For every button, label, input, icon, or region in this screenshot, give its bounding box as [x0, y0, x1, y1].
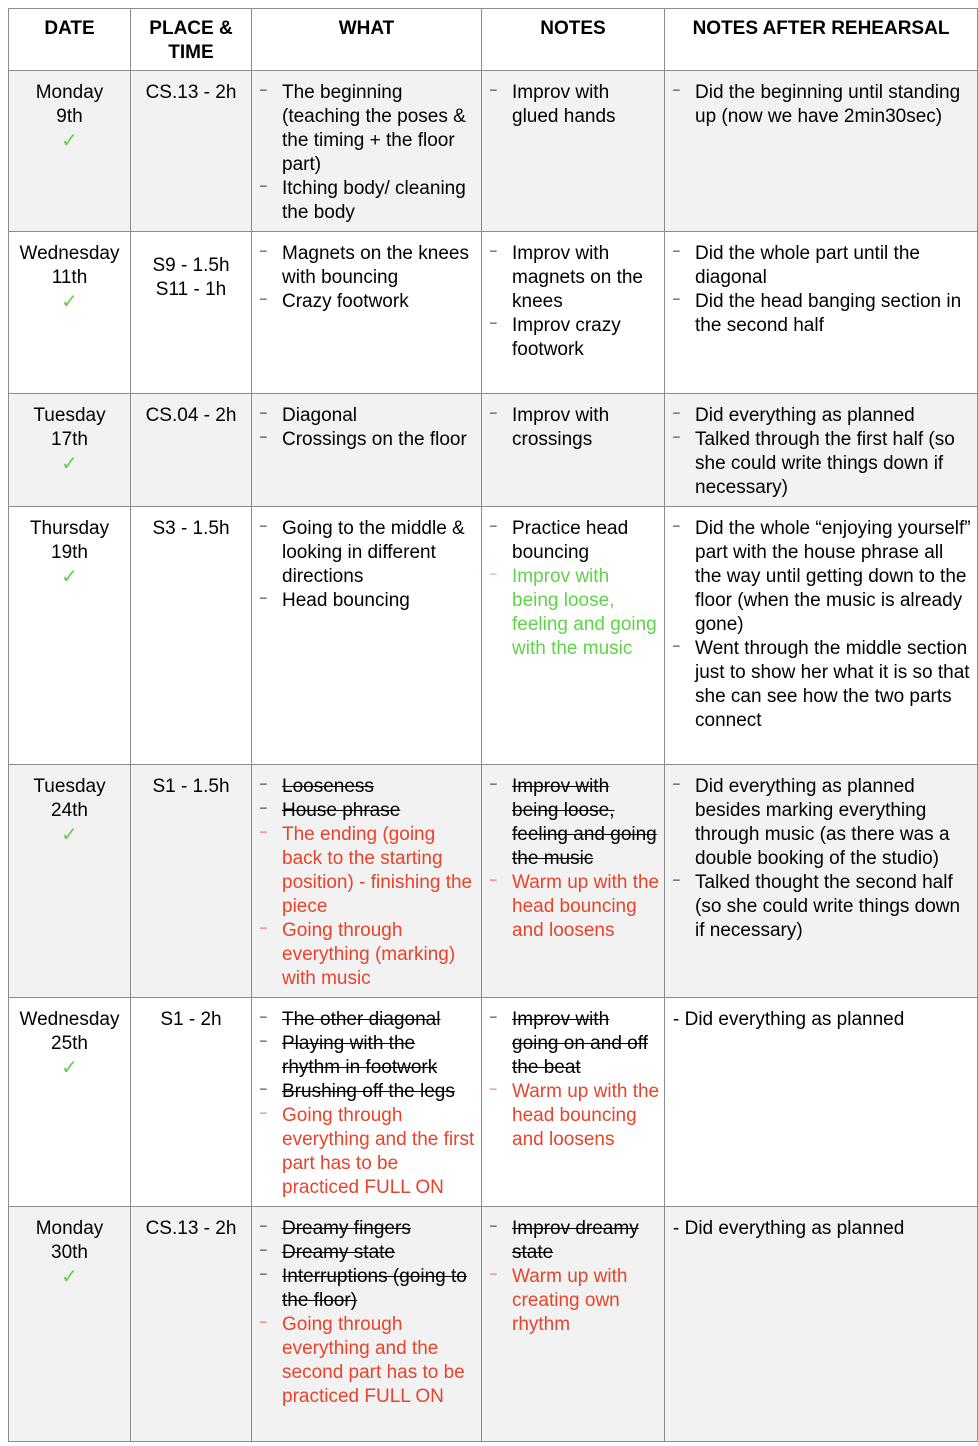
day-label: Wednesday	[19, 1009, 120, 1030]
notes-item: – Warm up with the head bouncing and loosens	[482, 871, 664, 943]
day-label: Monday	[35, 1218, 104, 1239]
date-cell	[9, 232, 131, 394]
day-label: Tuesday	[33, 776, 106, 797]
notes-item: – Practice head bouncing	[482, 517, 664, 565]
what-item: – House phrase	[252, 799, 481, 823]
checkmark-icon: ✓	[61, 566, 78, 588]
what-item: – Dreamy state	[252, 1241, 481, 1265]
notes-after-item: – Did the head banging section in the second half	[665, 290, 977, 338]
notes-cell	[482, 507, 665, 765]
notes-after-item: – Did everything as planned besides marking everything through music (as there was a double booking of the studio)	[665, 775, 977, 871]
what-item: – The ending (going back to the starting position) - finishing the piece	[252, 823, 481, 919]
what-item: – Going through everything (marking) with music	[252, 919, 481, 991]
schedule-row	[9, 1207, 978, 1442]
notes-after-cell	[665, 394, 978, 507]
notes-item: – Improv with going on and off the beat	[482, 1008, 664, 1080]
date-cell	[9, 71, 131, 232]
checkmark-icon: ✓	[61, 1266, 78, 1288]
notes-cell	[482, 232, 665, 394]
notes-after-cell	[665, 1207, 978, 1442]
day-label: Wednesday	[19, 243, 120, 264]
what-item: – The other diagonal	[252, 1008, 481, 1032]
schedule-row	[9, 998, 978, 1207]
notes-after-cell	[665, 232, 978, 394]
day-label: Tuesday	[33, 405, 106, 426]
place-cell	[131, 765, 252, 998]
notes-after-item: – Talked through the first half (so she could write things down if necessary)	[665, 428, 977, 500]
checkmark-icon: ✓	[61, 1057, 78, 1079]
what-item: – Itching body/ cleaning the body	[252, 177, 481, 225]
notes-after-item: – Went through the middle section just to show her what it is so that she can see how the two parts connect	[665, 637, 977, 733]
what-item: – Crazy footwork	[252, 290, 481, 314]
notes-after-text: - Did everything as planned	[673, 1009, 905, 1030]
notes-after-text: - Did everything as planned	[673, 1218, 905, 1239]
place-label: CS.04 - 2h	[145, 405, 237, 426]
what-cell	[252, 998, 482, 1207]
notes-item: – Improv with being loose, feeling and going the music	[482, 775, 664, 871]
notes-after-item: – Talked thought the second half (so she could write things down if necessary)	[665, 871, 977, 943]
checkmark-icon: ✓	[61, 453, 78, 475]
notes-cell	[482, 394, 665, 507]
date-cell	[9, 765, 131, 998]
place-cell	[131, 998, 252, 1207]
date-cell	[9, 507, 131, 765]
schedule-row	[9, 232, 978, 394]
day-label: Monday	[35, 82, 104, 103]
date-label: 11th	[51, 267, 88, 288]
what-item: – Magnets on the knees with bouncing	[252, 242, 481, 290]
place-label: S3 - 1.5h	[152, 518, 230, 539]
what-cell	[252, 232, 482, 394]
place-label: S9 - 1.5h	[152, 255, 230, 276]
header-place-line1: PLACE &	[149, 18, 233, 39]
notes-cell	[482, 1207, 665, 1442]
date-cell	[9, 998, 131, 1207]
day-label: Thursday	[29, 518, 110, 539]
header-notes: NOTES	[482, 9, 665, 71]
header-what: WHAT	[252, 9, 482, 71]
header-date: DATE	[9, 9, 131, 71]
notes-after-cell	[665, 507, 978, 765]
what-item: – Interruptions (going to the floor)	[252, 1265, 481, 1313]
what-cell	[252, 507, 482, 765]
rehearsal-schedule-table	[8, 8, 978, 1442]
notes-item: – Improv with glued hands	[482, 81, 664, 129]
what-item: – Diagonal	[252, 404, 481, 428]
notes-cell	[482, 765, 665, 998]
schedule-row	[9, 71, 978, 232]
date-cell	[9, 394, 131, 507]
place-cell	[131, 1207, 252, 1442]
what-cell	[252, 1207, 482, 1442]
notes-item: – Warm up with the head bouncing and loosens	[482, 1080, 664, 1152]
date-label: 17th	[51, 429, 88, 450]
what-cell	[252, 765, 482, 998]
place-cell	[131, 232, 252, 394]
what-item: – Dreamy fingers	[252, 1217, 481, 1241]
notes-item: – Improv with being loose, feeling and going with the music	[482, 565, 664, 661]
date-label: 19th	[51, 542, 88, 563]
notes-after-cell	[665, 765, 978, 998]
header-place-time	[131, 9, 252, 71]
notes-after-item: – Did the whole part until the diagonal	[665, 242, 977, 290]
what-item: – Playing with the rhythm in footwork	[252, 1032, 481, 1080]
place-label: CS.13 - 2h	[145, 82, 237, 103]
notes-item: – Improv dreamy state	[482, 1217, 664, 1265]
notes-cell	[482, 71, 665, 232]
notes-after-item: – Did the beginning until standing up (now we have 2min30sec)	[665, 81, 977, 129]
what-item: – The beginning (teaching the poses & the timing + the floor part)	[252, 81, 481, 177]
date-label: 25th	[51, 1033, 88, 1054]
what-cell	[252, 71, 482, 232]
date-label: 24th	[51, 800, 88, 821]
header-notes-after: NOTES AFTER REHEARSAL	[665, 9, 978, 71]
date-cell	[9, 1207, 131, 1442]
header-row	[9, 9, 978, 71]
date-label: 30th	[51, 1242, 88, 1263]
checkmark-icon: ✓	[61, 130, 78, 152]
what-cell	[252, 394, 482, 507]
notes-item: – Improv with magnets on the knees	[482, 242, 664, 314]
header-place-line2: TIME	[168, 42, 214, 63]
place-label: S1 - 1.5h	[152, 776, 230, 797]
schedule-row	[9, 507, 978, 765]
place-label: CS.13 - 2h	[145, 1218, 237, 1239]
what-item: – Brushing off the legs	[252, 1080, 481, 1104]
notes-item: – Improv with crossings	[482, 404, 664, 452]
what-item: – Crossings on the floor	[252, 428, 481, 452]
notes-cell	[482, 998, 665, 1207]
notes-after-cell	[665, 71, 978, 232]
checkmark-icon: ✓	[61, 291, 78, 313]
notes-item: – Warm up with creating own rhythm	[482, 1265, 664, 1337]
schedule-row	[9, 765, 978, 998]
schedule-row	[9, 394, 978, 507]
notes-after-cell	[665, 998, 978, 1207]
date-label: 9th	[56, 106, 83, 127]
what-item: – Going to the middle & looking in different directions	[252, 517, 481, 589]
what-item: – Going through everything and the first part has to be practiced FULL ON	[252, 1104, 481, 1200]
place-cell	[131, 507, 252, 765]
place-cell	[131, 71, 252, 232]
notes-after-item: – Did the whole “enjoying yourself” part with the house phrase all the way until getting down to the floor (when the music is already gone)	[665, 517, 977, 637]
what-item: – Looseness	[252, 775, 481, 799]
checkmark-icon: ✓	[61, 824, 78, 846]
what-item: – Going through everything and the second part has to be practiced FULL ON	[252, 1313, 481, 1409]
what-item: – Head bouncing	[252, 589, 481, 613]
notes-item: – Improv crazy footwork	[482, 314, 664, 362]
notes-after-item: – Did everything as planned	[665, 404, 977, 428]
place-label: S11 - 1h	[155, 279, 227, 300]
place-cell	[131, 394, 252, 507]
place-label: S1 - 2h	[160, 1009, 222, 1030]
